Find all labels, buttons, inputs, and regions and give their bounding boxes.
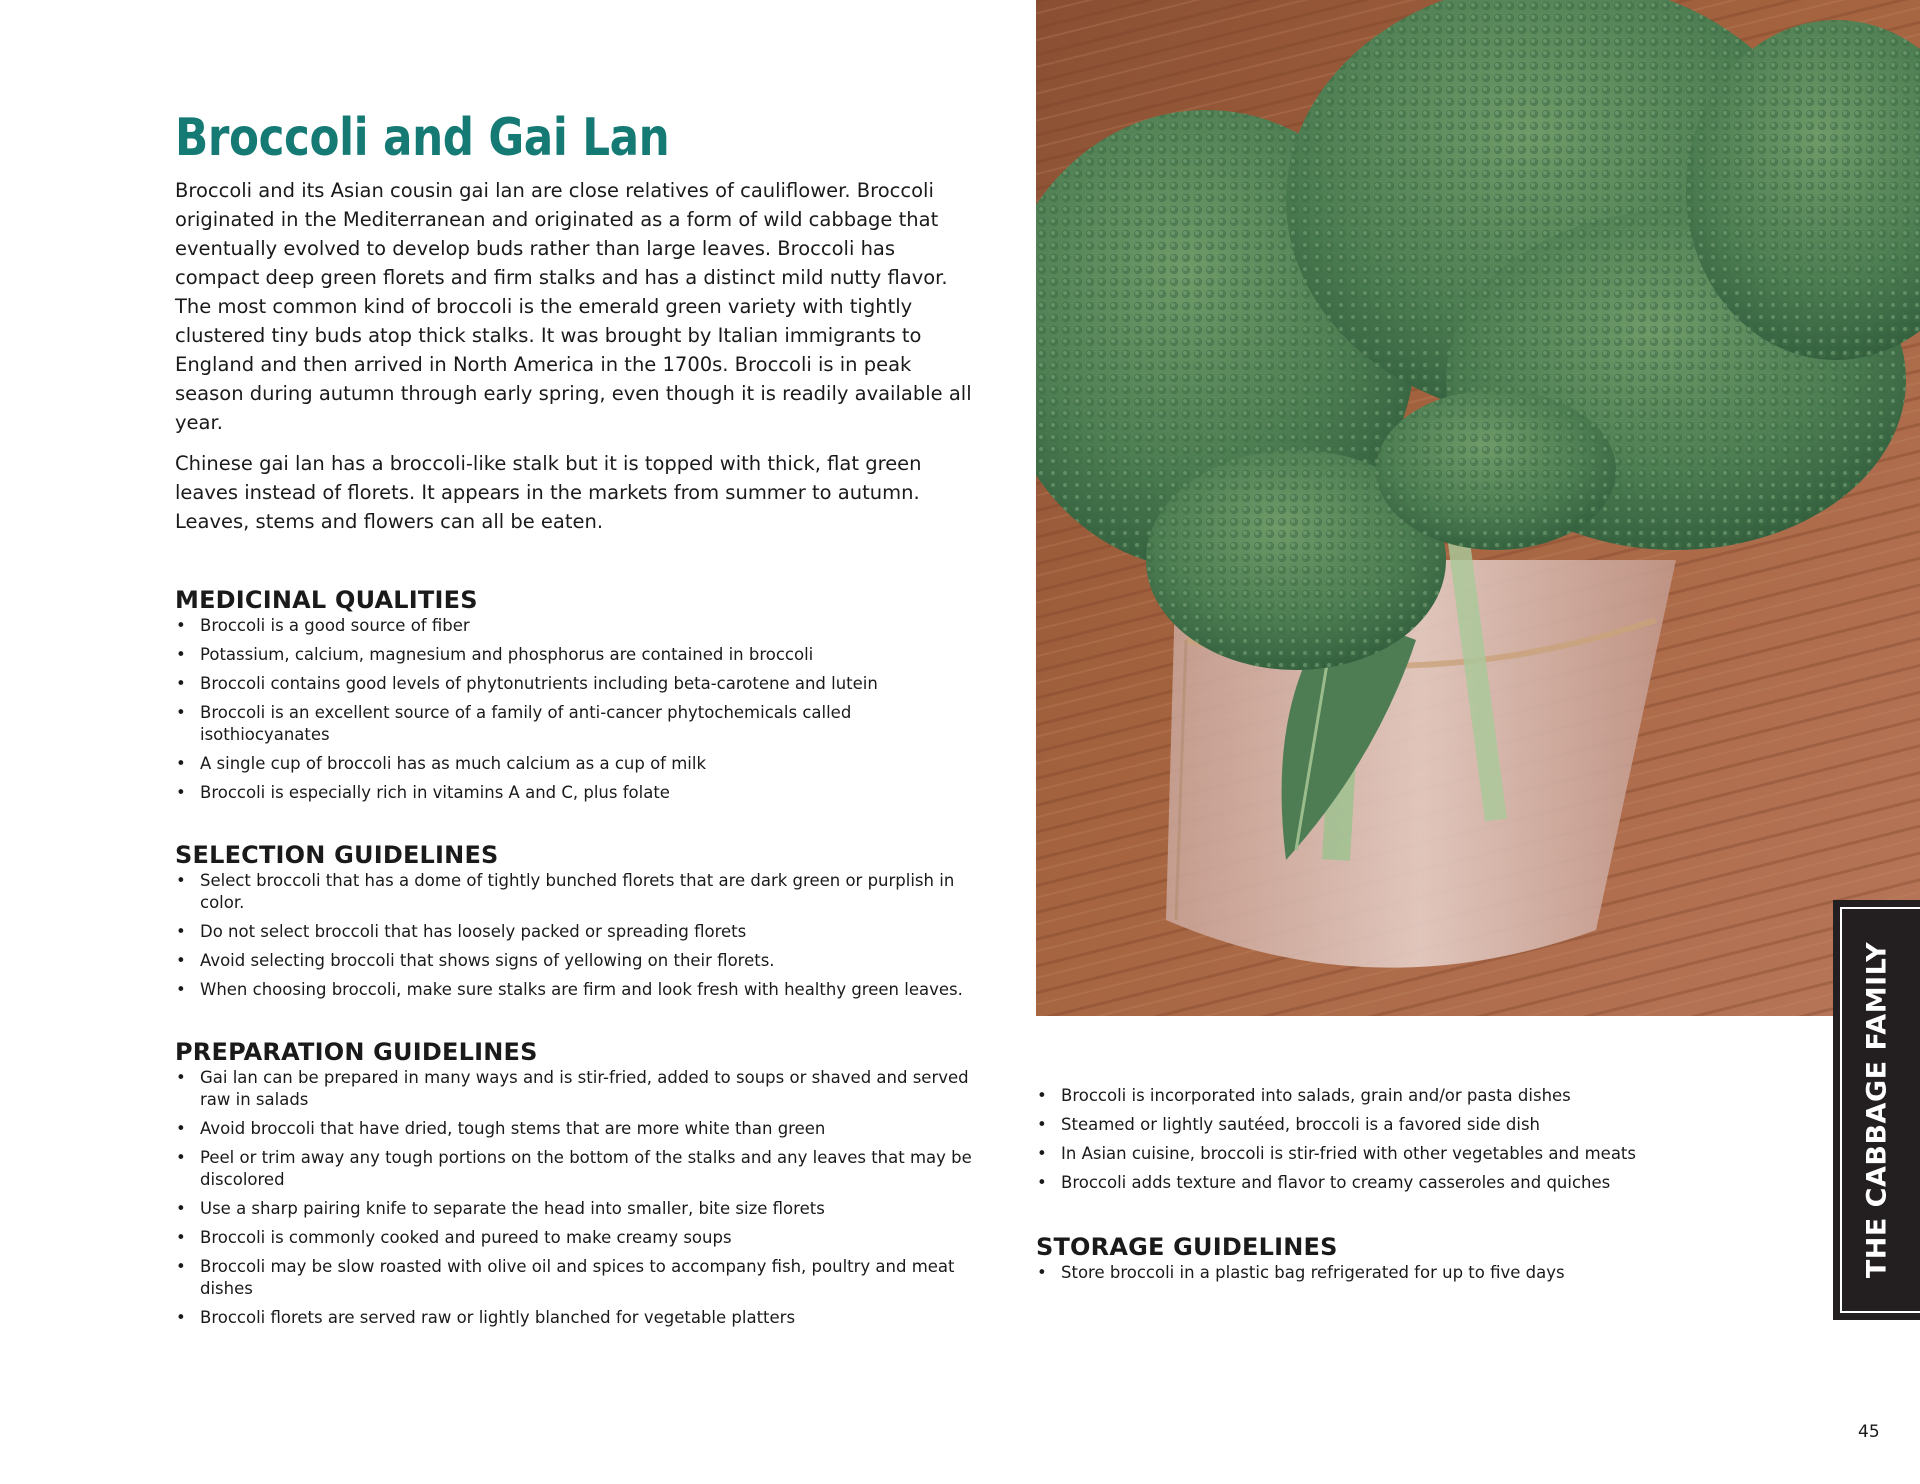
preparation-heading: PREPARATION GUIDELINES: [175, 1038, 538, 1066]
serving-section: [1036, 1085, 1816, 1194]
intro-paragraph: Chinese gai lan has a broccoli-like stalk but it is topped with thick, flat green leaves instead of florets. It appears in the markets from summer to autumn. Leaves, stems and flowers can all be eaten.: [175, 452, 922, 533]
page-number: 45: [1858, 1422, 1880, 1442]
serving-list: [1036, 1085, 1816, 1194]
list-item: • Use a sharp pairing knife to separate the head into smaller, bite size florets: [175, 1198, 975, 1220]
list-item: • When choosing broccoli, make sure stalks are firm and look fresh with healthy green leaves.: [175, 979, 975, 1001]
selection-heading: SELECTION GUIDELINES: [175, 841, 499, 869]
list-item: • Select broccoli that has a dome of tightly bunched florets that are dark green or purplish in color.: [175, 870, 975, 914]
list-item: • Broccoli is commonly cooked and pureed to make creamy soups: [175, 1227, 975, 1249]
list-item: • Avoid broccoli that have dried, tough stems that are more white than green: [175, 1118, 975, 1140]
preparation-list: [175, 1067, 975, 1329]
list-item: • Broccoli is an excellent source of a family of anti-cancer phytochemicals called isothiocyanates: [175, 702, 975, 746]
selection-list: [175, 870, 975, 1001]
right-column: [1036, 1085, 1816, 1291]
list-item: • Avoid selecting broccoli that shows signs of yellowing on their florets.: [175, 950, 975, 972]
chapter-side-tab: [1833, 900, 1920, 1320]
list-item: • Steamed or lightly sautéed, broccoli is a favored side dish: [1036, 1114, 1816, 1136]
medicinal-list: [175, 615, 975, 804]
list-item: • Do not select broccoli that has loosely packed or spreading florets: [175, 921, 975, 943]
page-title: Broccoli and Gai Lan: [175, 108, 670, 168]
list-item: • Broccoli adds texture and flavor to creamy casseroles and quiches: [1036, 1172, 1816, 1194]
medicinal-heading: MEDICINAL QUALITIES: [175, 586, 478, 614]
intro-text: [175, 176, 975, 536]
list-item: • Broccoli contains good levels of phytonutrients including beta-carotene and lutein: [175, 673, 975, 695]
list-item: • Peel or trim away any tough portions on the bottom of the stalks and any leaves that may be discolored: [175, 1147, 975, 1191]
intro-paragraph: Broccoli and its Asian cousin gai lan are close relatives of cauliflower. Broccoli originated in the Mediterranean and originated as a form of wild cabbage that eventually evolved to develop buds rather than large leaves. Broccoli has compact deep green florets and firm stalks and has a distinct mild nutty flavor. The most common kind of broccoli is the emerald green variety with tightly clustered tiny buds atop thick stalks. It was brought by Italian immigrants to England and then arrived in North America in the 1700s. Broccoli is in peak season during autumn through early spring, even though it is readily available all year.: [175, 179, 972, 434]
medicinal-section: [175, 585, 975, 804]
list-item: • In Asian cuisine, broccoli is stir-fried with other vegetables and meats: [1036, 1143, 1816, 1165]
selection-section: [175, 840, 975, 1001]
list-item: • Broccoli is incorporated into salads, grain and/or pasta dishes: [1036, 1085, 1816, 1107]
preparation-section: [175, 1037, 975, 1329]
list-item: • Store broccoli in a plastic bag refrigerated for up to five days: [1036, 1262, 1816, 1284]
storage-section: [1036, 1232, 1816, 1284]
list-item: • Broccoli may be slow roasted with olive oil and spices to accompany fish, poultry and meat dishes: [175, 1256, 975, 1300]
storage-list: [1036, 1262, 1816, 1284]
list-item: • A single cup of broccoli has as much calcium as a cup of milk: [175, 753, 975, 775]
list-item: • Broccoli florets are served raw or lightly blanched for vegetable platters: [175, 1307, 975, 1329]
list-item: • Potassium, calcium, magnesium and phosphorus are contained in broccoli: [175, 644, 975, 666]
left-column: [175, 100, 975, 1336]
list-item: • Gai lan can be prepared in many ways and is stir-fried, added to soups or shaved and served raw in salads: [175, 1067, 975, 1111]
side-tab-label: THE CABBAGE FAMILY: [1861, 941, 1892, 1279]
broccoli-photo: [1036, 0, 1920, 1016]
storage-heading: STORAGE GUIDELINES: [1036, 1233, 1338, 1261]
broccoli-image: [1036, 0, 1920, 1016]
list-item: • Broccoli is especially rich in vitamins A and C, plus folate: [175, 782, 975, 804]
list-item: • Broccoli is a good source of fiber: [175, 615, 975, 637]
